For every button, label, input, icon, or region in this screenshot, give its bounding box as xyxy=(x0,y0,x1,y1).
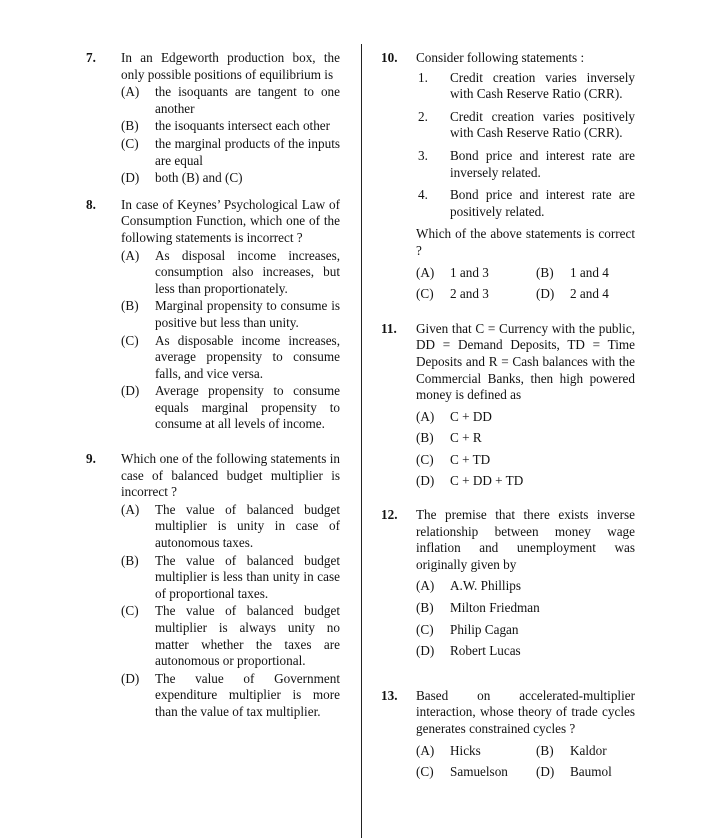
question-10 xyxy=(381,50,635,303)
option-a: (A) the isoquants are tangent to one another xyxy=(121,84,340,116)
option-b: (B) 1 and 4 xyxy=(536,264,609,280)
option-b: (B) The value of balanced budget multiplier is less than unity in case of proportional taxes. xyxy=(121,552,340,601)
option-c: (C) 2 and 3 xyxy=(416,286,489,302)
option-c: (C) Philip Cagan xyxy=(416,621,519,637)
question-stem: The premise that there exists inverse relationship between money wage inflation and unemployment was originally given by xyxy=(416,507,635,572)
question-stem: In an Edgeworth production box, the only possible positions of equilibrium is xyxy=(121,50,340,82)
question-number: 12. xyxy=(381,507,398,523)
option-d: (D) both (B) and (C) xyxy=(121,170,243,186)
option-b: (B) Milton Friedman xyxy=(416,600,540,616)
question-stem: Consider following statements : xyxy=(416,50,585,65)
question-stem: Which one of the following statements in case of balanced budget multiplier is incorrect ? xyxy=(121,451,340,500)
statement-1: 1. Credit creation varies inversely with Cash Reserve Ratio (CRR). xyxy=(418,69,635,102)
option-d: (D) 2 and 4 xyxy=(536,286,609,302)
option-a: (A) A.W. Phillips xyxy=(416,578,521,594)
question-number: 8. xyxy=(86,196,96,212)
option-d: (D) Baumol xyxy=(536,764,612,780)
column-divider xyxy=(361,44,362,838)
option-a: (A) 1 and 3 xyxy=(416,264,489,280)
statement-4: 4. Bond price and interest rate are positively related. xyxy=(418,187,635,219)
option-c: (C) C + TD xyxy=(416,451,491,467)
option-a: (A) The value of balanced budget multiplier is unity in case of autonomous taxes. xyxy=(121,501,340,551)
options-grid xyxy=(416,265,635,303)
option-b: (B) the isoquants intersect each other xyxy=(121,118,331,134)
question-9 xyxy=(86,451,340,721)
options-grid xyxy=(416,743,635,781)
right-column xyxy=(381,48,635,781)
option-a: (A) Hicks xyxy=(416,742,481,758)
question-7 xyxy=(86,50,340,187)
option-a: (A) C + DD xyxy=(416,408,492,424)
option-c: (C) The value of balanced budget multiplier is always unity no matter whether the taxes are autonomous or proportional. xyxy=(121,603,340,669)
option-d: (D) Average propensity to consume equals marginal propensity to consume at all levels of income. xyxy=(121,383,340,432)
option-c: (C) the marginal products of the inputs are equal xyxy=(121,135,340,168)
option-d: (D) C + DD + TD xyxy=(416,473,524,489)
left-column xyxy=(86,48,340,721)
question-stem: Based on accelerated-multiplier interaction, whose theory of trade cycles generates constrained cycles ? xyxy=(416,687,635,736)
question-number: 7. xyxy=(86,50,96,65)
question-8 xyxy=(86,197,340,433)
option-b: (B) Kaldor xyxy=(536,742,607,758)
question-stem: In case of Keynes’ Psychological Law of Consumption Function, which one of the following statements is incorrect ? xyxy=(121,196,340,245)
option-a: (A) As disposal income increases, consumption also increases, but less than proportionately. xyxy=(121,247,340,296)
option-c: (C) As disposable income increases, average propensity to consume falls, and vice versa. xyxy=(121,332,340,381)
question-number: 9. xyxy=(86,451,96,467)
option-b: (B) C + R xyxy=(416,430,482,446)
question-13 xyxy=(381,688,635,781)
statement-2: 2. Credit creation varies positively with Cash Reserve Ratio (CRR). xyxy=(418,108,635,141)
option-c: (C) Samuelson xyxy=(416,764,508,780)
option-d: (D) The value of Government expenditure multiplier is more than the value of tax multiplier. xyxy=(121,670,340,719)
question-11 xyxy=(381,321,635,490)
statement-3: 3. Bond price and interest rate are inversely related. xyxy=(418,147,635,180)
question-number: 10. xyxy=(381,50,398,65)
option-d: (D) Robert Lucas xyxy=(416,643,521,659)
question-number: 13. xyxy=(381,687,398,703)
question-number: 11. xyxy=(381,320,397,336)
option-b: (B) Marginal propensity to consume is positive but less than unity. xyxy=(121,298,340,330)
question-stem: Given that C = Currency with the public, DD = Demand Deposits, TD = Time Deposits and R = Cash balances with the Commercial Banks, then high powered money is defined as xyxy=(416,320,635,403)
question-prompt: Which of the above statements is correct ? xyxy=(416,226,635,258)
question-12 xyxy=(381,507,635,660)
